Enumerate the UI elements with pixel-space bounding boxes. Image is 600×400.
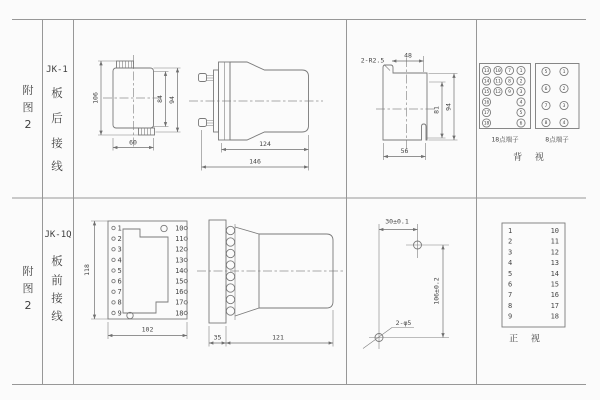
relay-front-outline-drawing [92, 55, 181, 151]
table-number: 3 [508, 248, 513, 257]
terminal-number: 4 [562, 121, 566, 127]
table-number: 14 [550, 269, 559, 278]
table-number: 11 [550, 237, 559, 246]
panel-cutout-drawing [361, 52, 458, 161]
terminal-number: 10 [175, 224, 184, 233]
terminal-number: 6 [117, 277, 122, 286]
dim-60: 60 [129, 138, 137, 147]
dim-102: 102 [141, 325, 154, 334]
fig-char: 附 [22, 84, 34, 97]
terminal-number: 1 [519, 69, 523, 75]
terminal-number: 14 [175, 266, 184, 275]
terminal-dot [112, 311, 115, 314]
terminal-dot [112, 248, 115, 251]
terminal-number: 6 [519, 121, 523, 127]
mounting-hole [161, 225, 167, 231]
dim-35: 35 [213, 333, 222, 342]
wiring-char: 线 [51, 159, 63, 173]
terminal-number: 12 [175, 245, 184, 254]
terminal-number: 3 [562, 104, 566, 110]
wiring-char: 板 [51, 254, 63, 268]
terminal-number: 16 [175, 288, 184, 297]
terminal-number: 3 [519, 90, 523, 96]
table-number: 9 [508, 312, 513, 321]
terminal-number: 4 [117, 256, 122, 265]
table-number: 8 [508, 301, 513, 310]
terminal-number: 8 [117, 298, 122, 307]
dim-94: 94 [168, 96, 176, 104]
terminal-number: 11 [495, 79, 501, 85]
table-number: 16 [550, 291, 559, 300]
terminal-number: 7 [508, 69, 511, 75]
terminal-number: 12 [495, 90, 501, 96]
wiring-char: 接 [51, 136, 63, 150]
row1-model-label [46, 65, 68, 173]
terminal-number: 8 [508, 79, 511, 85]
terminal-number: 5 [117, 266, 122, 275]
table-number: 12 [550, 248, 559, 257]
terminal-number: 2 [562, 87, 566, 93]
terminal-number: 1 [562, 70, 566, 76]
wiring-char: 线 [51, 309, 63, 323]
callout-holes: 2-φ5 [395, 319, 412, 327]
terminal-number: 5 [544, 70, 548, 76]
terminal-dot [112, 279, 115, 282]
terminal-number: 9 [508, 90, 511, 96]
terminal-number: 16 [483, 100, 490, 106]
wiring-char: 接 [51, 291, 63, 305]
row1-figure-label [23, 83, 34, 131]
terminal-number: 4 [519, 100, 523, 106]
dim-121: 121 [272, 333, 284, 342]
dim-124: 124 [259, 140, 271, 148]
terminal-number: 2 [519, 79, 523, 85]
table-number: 4 [508, 259, 513, 268]
terminal-dot [112, 290, 115, 293]
dim-118: 118 [83, 264, 91, 276]
terminal-number: 15 [175, 277, 184, 286]
terminal-number: 14 [483, 79, 490, 85]
terminal-table-left [508, 227, 512, 321]
model-name: JK-1 [46, 65, 68, 75]
terminal-dot [112, 269, 115, 272]
front-terminal-left [112, 224, 122, 317]
fig-char: 图 [22, 282, 34, 295]
table-number: 7 [508, 291, 513, 300]
terminal-number: 7 [117, 288, 122, 297]
front-view-label: 正 视 [509, 334, 545, 345]
table-number: 5 [508, 269, 513, 278]
front-terminal-table [502, 223, 565, 345]
dim-106: 106 [91, 92, 100, 104]
dim-56: 56 [400, 147, 409, 155]
terminal-number: 8 [544, 121, 548, 127]
model-name: JK-1Q [44, 230, 72, 240]
terminal-number: 15 [483, 90, 490, 96]
dim-48: 48 [404, 51, 412, 60]
table-number: 13 [550, 259, 559, 268]
table-number: 17 [550, 301, 559, 310]
rear-terminal-views [480, 64, 580, 164]
dim-81: 81 [432, 106, 441, 114]
wiring-char: 板 [51, 86, 63, 100]
terminal-number: 3 [117, 245, 122, 254]
dim-94-cutout: 94 [444, 103, 453, 111]
fig-char: 2 [24, 118, 32, 131]
table-number: 6 [508, 280, 513, 289]
front-wiring-side-drawing [197, 220, 345, 347]
relay-side-view-drawing [189, 62, 323, 171]
terminal-number: 11 [175, 235, 184, 244]
front-wiring-face-drawing [83, 221, 188, 339]
fig-char: 附 [22, 265, 34, 278]
dim-106-tol: 106±0.2 [432, 277, 441, 305]
terminal-number: 5 [519, 111, 523, 117]
terminal-grid-8 [542, 67, 568, 126]
rear-view-label: 背 视 [513, 153, 549, 163]
terminal-number: 9 [117, 309, 122, 318]
terminal-number: 1 [117, 224, 122, 233]
table-number: 15 [550, 280, 559, 289]
callout-radius: 2-R2.5 [360, 56, 385, 65]
table-number: 2 [508, 237, 513, 246]
dim-146: 146 [249, 157, 261, 166]
table-number: 10 [550, 227, 559, 235]
fig-char: 图 [22, 101, 34, 114]
drilling-plan-drawing [363, 218, 449, 350]
front-terminal-right [175, 224, 187, 317]
label-18-point: 18点端子 [491, 135, 519, 144]
label-8-point: 8点端子 [545, 135, 569, 144]
dim-84: 84 [156, 95, 164, 103]
table-number: 18 [550, 312, 559, 321]
terminal-number: 6 [544, 87, 548, 93]
terminal-number: 17 [483, 111, 490, 117]
terminal-number: 17 [175, 298, 184, 307]
terminal-dot [112, 237, 115, 240]
terminal-grid-18 [482, 66, 525, 127]
terminal-dot [112, 258, 115, 261]
terminal-number: 13 [483, 69, 490, 75]
terminal-table-right [551, 227, 559, 321]
wiring-char: 前 [51, 273, 63, 287]
terminal-number: 18 [175, 309, 184, 318]
row2-figure-label [23, 264, 34, 312]
terminal-number: 13 [175, 256, 184, 265]
fig-char: 2 [24, 299, 32, 312]
dim-30: 30±0.1 [385, 217, 409, 226]
wiring-char: 后 [51, 111, 63, 125]
row2-model-label [44, 230, 71, 323]
terminal-number: 10 [495, 69, 501, 75]
terminal-number: 2 [117, 235, 122, 244]
terminal-number: 7 [544, 104, 548, 110]
terminal-dot [112, 226, 115, 229]
terminal-number: 18 [483, 121, 490, 127]
terminal-dot [112, 301, 115, 304]
table-number: 1 [508, 227, 513, 235]
